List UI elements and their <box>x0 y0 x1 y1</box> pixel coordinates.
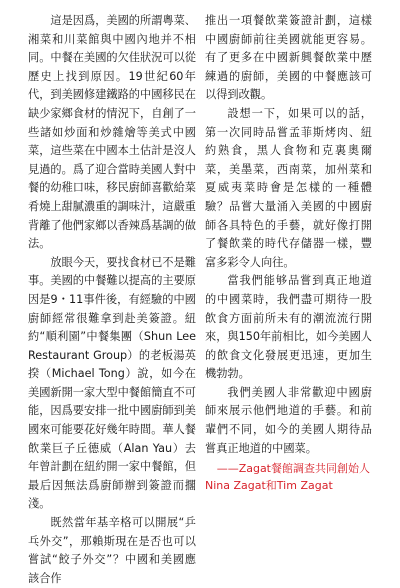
right-column <box>205 12 372 494</box>
author-signature <box>205 460 372 494</box>
paragraph-visas: 放眼今天，要找食材已不是難事。美國的中餐難以提高的主要原因是9・11事件後，有經驗的中國廚師經常很難拿到赴美簽證。紐約“順利園”中餐集團（Shun Lee Restaurant Group）的老板湯英揆（Michael Tong）說，如今在美國新開一家大型中餐館簡直不可能，因爲要安排一批中國廚師到美國來可能要花好幾年時間。華人餐飲業巨子丘德威（Alan Yau）去年曾計劃在紐約開一家中餐館，但最后因無法爲廚師辦到簽證而擱淺。 <box>28 255 196 511</box>
paragraph-dumpling-diplomacy: 既然當年基辛格可以開展“乒乓外交”，那賴斯現在是否也可以嘗試“餃子外交”？中國和美國應該合作 <box>28 516 196 585</box>
paragraph-trend: 當我們能够品嘗到真正地道的中國菜時，我們盡可期待一股飲食方面前所未有的潮流流行開來，與150年前相比，如今美國人的飲食文化發展更迅速，更加生機勃勃。 <box>205 274 372 381</box>
paragraph-history: 這是因爲，美國的所謂粵菜、湘菜和川菜館與中國內地并不相同。中餐在美國的欠佳狀況可以從歷史上找到原因。19世紀60年代，到美國修建鐵路的中國移民在缺少家鄉食材的情況下，自創了一些諸如炒面和炒雜燴等美式中國菜，這些菜在中國本土估計是沒人見過的。爲了迎合當時美國人對中餐的幼稚口味，移民廚師喜歡給菜肴燒上甜膩濃重的調味汁，這嚴重背離了他們家鄉以香辣爲基調的做法。 <box>28 14 196 251</box>
paragraph-visa-program: 推出一項餐飲業簽證計劃，這樣中國廚師前往美國就能更容易。有了更多在中國新興餐飲業中歷練過的廚師，美國的中餐應該可以得到改觀。 <box>205 14 372 102</box>
signature-title: ——Zagat餐館調查共同創始人 <box>216 462 370 476</box>
paragraph-welcome: 我們美國人非常歡迎中國廚師來展示他們地道的手藝。和前輩們不同，如今的美國人期待品嘗真正地道的中國菜。 <box>205 385 372 455</box>
signature-names: Nina Zagat和Tim Zagat <box>205 479 333 493</box>
left-column <box>28 12 196 588</box>
paragraph-imagine: 設想一下，如果可以的話，第一次同時品嘗孟菲斯烤肉、紐約熟食，黑人食物和克裏奧爾菜，美墨菜，西南菜，加州菜和夏威夷菜時會是怎樣的一種體驗？品嘗大量涌入美國的中國廚師各具特色的手藝，就好像打開了餐飲業的時代存儲器一樣，豐富多彩令人向往。 <box>205 106 372 269</box>
